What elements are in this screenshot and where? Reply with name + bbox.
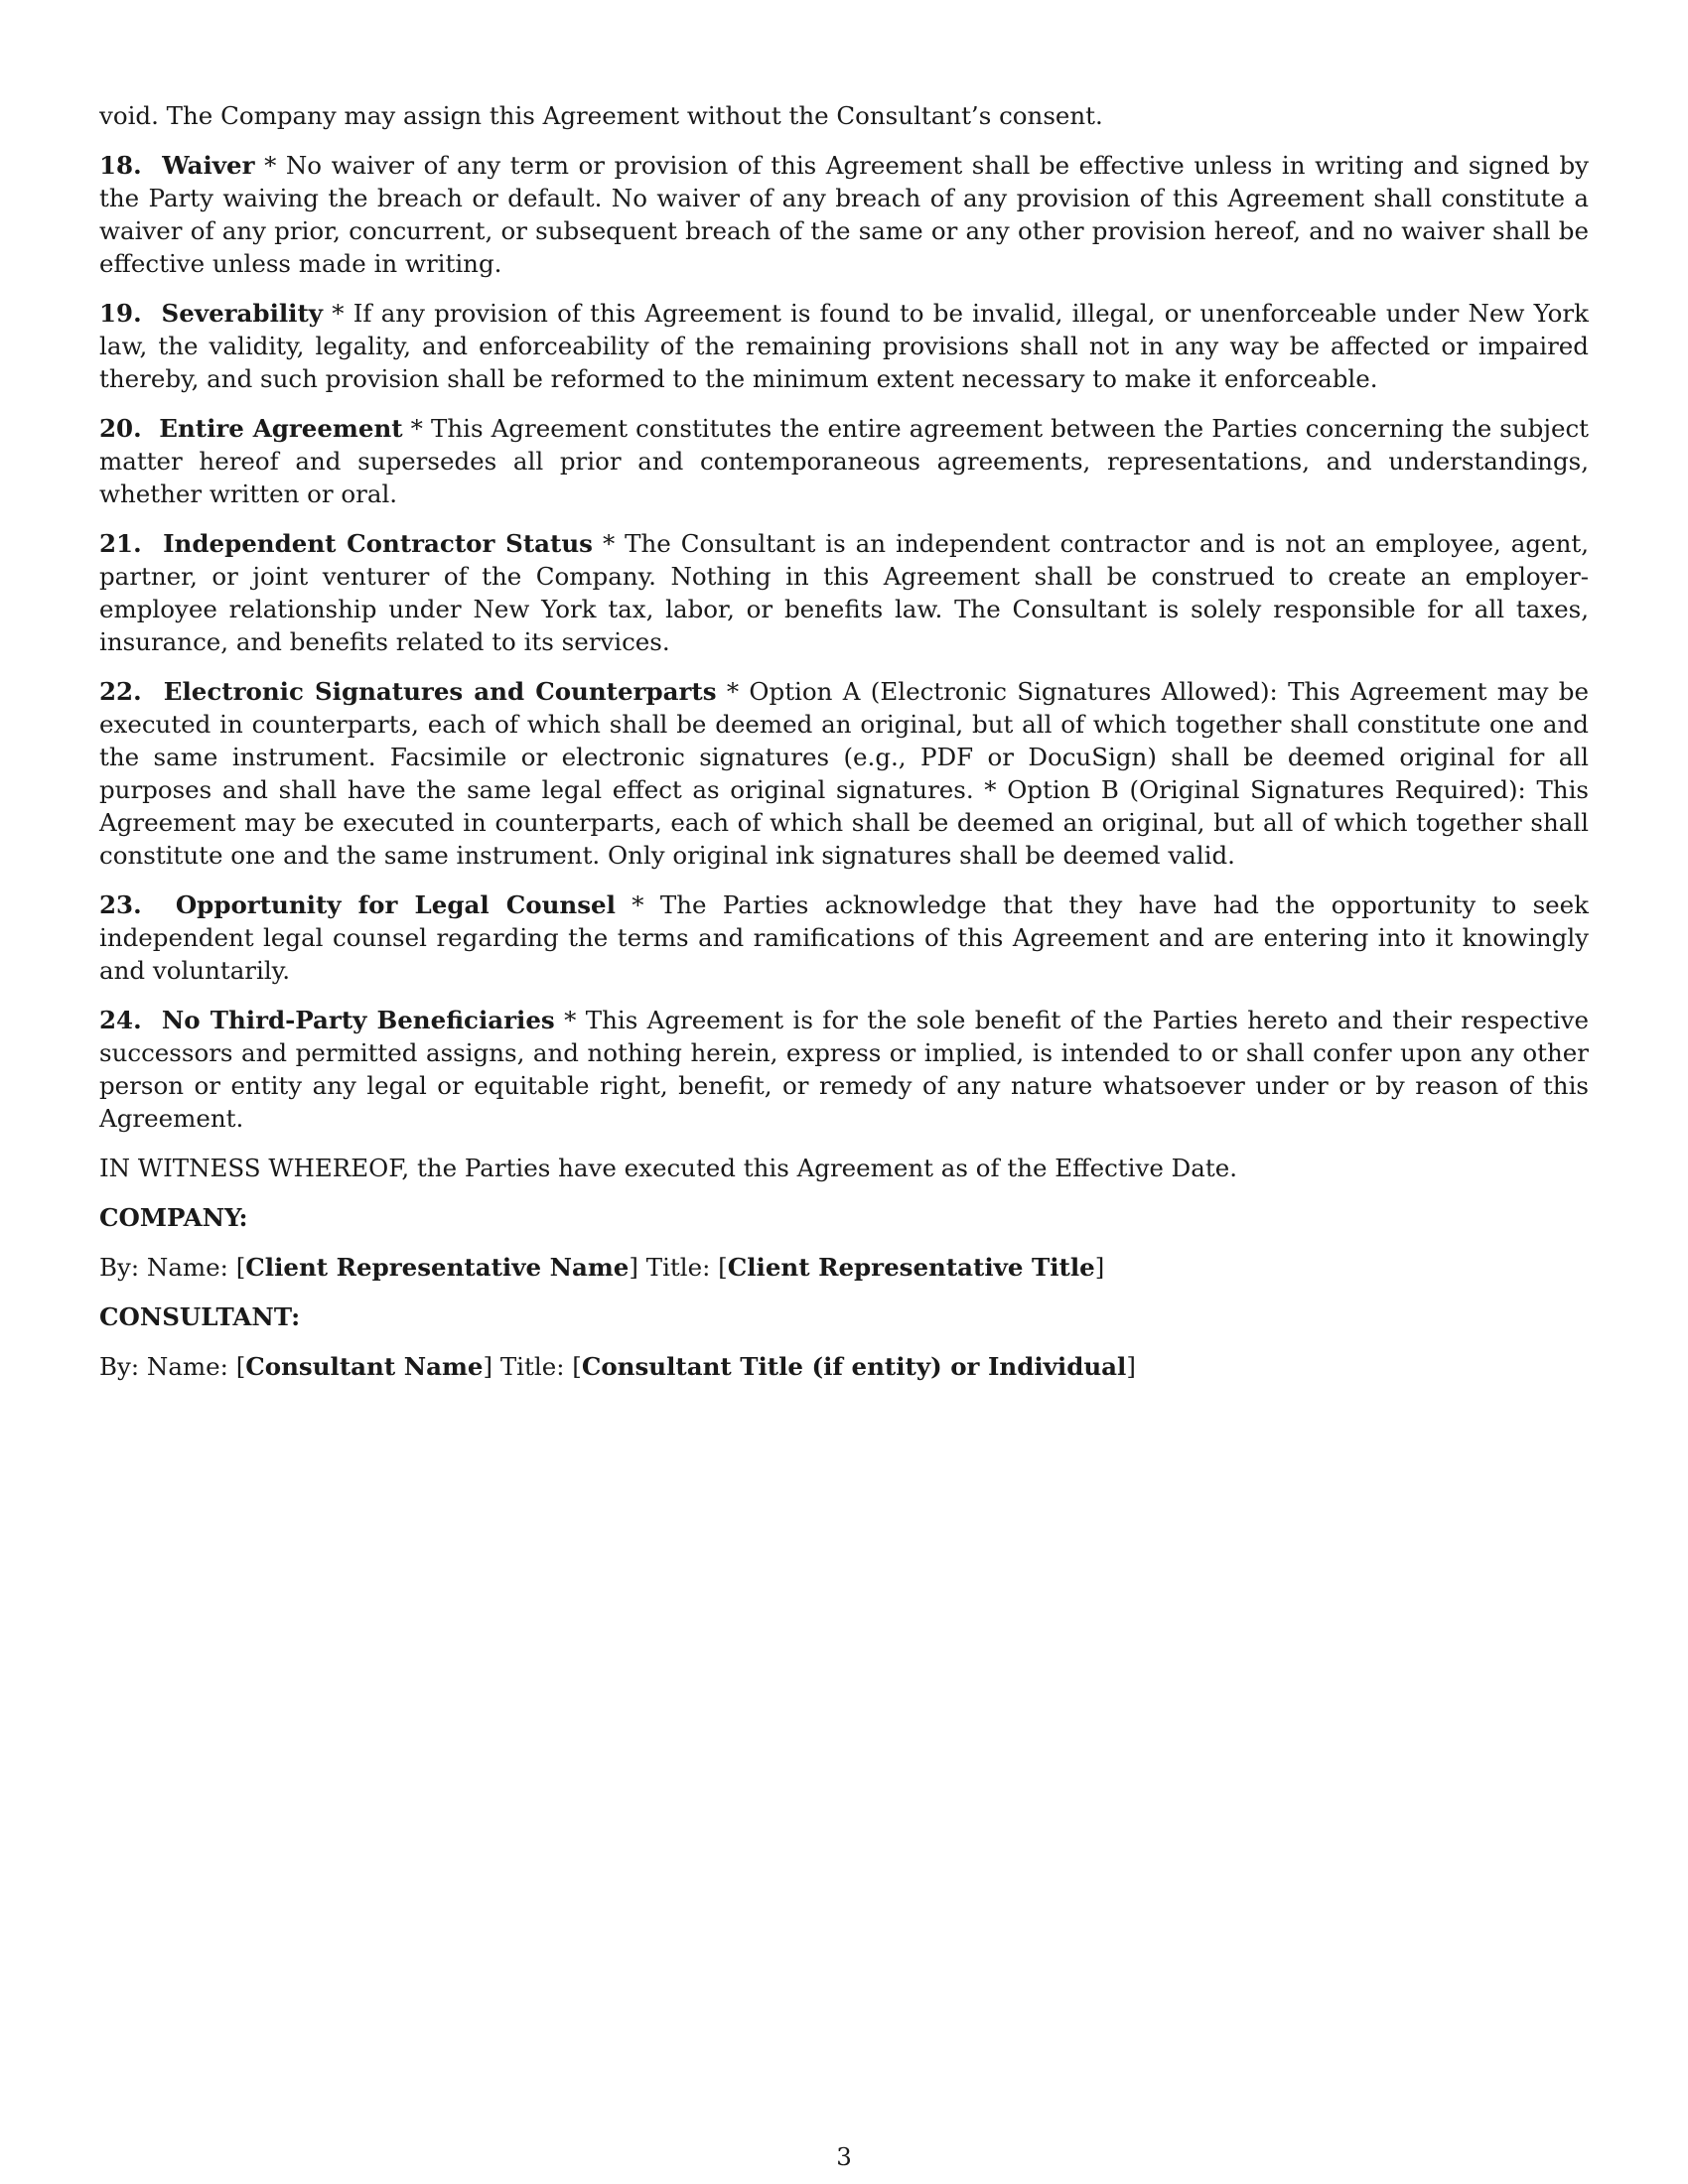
company-signature-line: By: Name: [Client Representative Name] Title: [Client Representative Title] xyxy=(99,1253,1105,1282)
section-20-entire-agreement xyxy=(99,412,1589,510)
section-heading: 24. No Third-Party Beneficiaries xyxy=(99,1006,555,1034)
section-19-severability xyxy=(99,297,1589,395)
section-23-legal-counsel xyxy=(99,888,1589,987)
section-heading: 19. Severability xyxy=(99,299,324,328)
title-label: Title: xyxy=(499,1352,565,1381)
section-21-independent-contractor xyxy=(99,527,1589,658)
section-24-third-party xyxy=(99,1004,1589,1135)
section-text: * The Consultant is an independent contractor and is not an employee, agent, partner, or joint venturer of the Company. Nothing in this Agreement shall be construed to create an employer-employee relationship under New York tax, labor, or benefits law. The Consultant is solely responsible for all taxes, insurance, and benefits related to its services. xyxy=(99,529,1589,656)
section-heading: 20. Entire Agreement xyxy=(99,414,403,443)
title-label: Title: xyxy=(645,1253,711,1282)
consultant-heading: CONSULTANT: xyxy=(99,1302,301,1331)
continuation-paragraph: void. The Company may assign this Agreement without the Consultant’s consent. xyxy=(99,101,1103,130)
by-name-label: By: Name: xyxy=(99,1352,228,1381)
section-text: * If any provision of this Agreement is found to be invalid, illegal, or unenforceable under New York law, the validity, legality, and enforceability of the remaining provisions shall not in any way be affected or impaired thereby, and such provision shall be reformed to the minimum extent necessary to make it enforceable. xyxy=(99,299,1589,393)
consultant-name-placeholder: Consultant Name xyxy=(245,1352,484,1381)
by-name-label: By: Name: xyxy=(99,1253,228,1282)
section-text: * This Agreement is for the sole benefit of the Parties hereto and their respective successors and permitted assigns, and nothing herein, express or implied, is intended to or shall confer upon any other person or entity any legal or equitable right, benefit, or remedy of any nature whatsoever under or by reason of this Agreement. xyxy=(99,1006,1589,1133)
page-number: 3 xyxy=(836,2142,852,2171)
company-name-placeholder: Client Representative Name xyxy=(245,1253,630,1282)
section-text: * No waiver of any term or provision of this Agreement shall be effective unless in writing and signed by the Party waiving the breach or default. No waiver of any breach of any provision of this Agreement shall constitute a waiver of any prior, concurrent, or subsequent breach of the same or any other provision hereof, and no waiver shall be effective unless made in writing. xyxy=(99,151,1589,278)
section-heading: 22. Electronic Signatures and Counterparts xyxy=(99,677,717,706)
section-18-waiver xyxy=(99,149,1589,280)
document-body xyxy=(99,99,1589,1400)
consultant-signature-line: By: Name: [Consultant Name] Title: [Consultant Title (if entity) or Individual] xyxy=(99,1352,1136,1381)
section-text: * This Agreement constitutes the entire agreement between the Parties concerning the subject matter hereof and supersedes all prior and contemporaneous agreements, representations, and understandings, whether written or oral. xyxy=(99,414,1590,508)
section-22-electronic-signatures xyxy=(99,675,1589,872)
section-heading: 21. Independent Contractor Status xyxy=(99,529,593,558)
company-heading: COMPANY: xyxy=(99,1203,248,1232)
company-title-placeholder: Client Representative Title xyxy=(727,1253,1095,1282)
consultant-title-placeholder: Consultant Title (if entity) or Individual xyxy=(581,1352,1127,1381)
section-text: * The Parties acknowledge that they have had the opportunity to seek independent legal counsel regarding the terms and ramifications of this Agreement and are entering into it knowingly and voluntarily. xyxy=(99,890,1589,985)
section-heading: 23. Opportunity for Legal Counsel xyxy=(99,890,616,919)
section-heading: 18. Waiver xyxy=(99,151,255,180)
section-text: * Option A (Electronic Signatures Allowed): This Agreement may be executed in counterparts, each of which shall be deemed an original, but all of which together shall constitute one and the same instrument. Facsimile or electronic signatures (e.g., PDF or DocuSign) shall be deemed original for all purposes and shall have the same legal effect as original signatures. * Option B (Original Signatures Required): This Agreement may be executed in counterparts, each of which shall be deemed an original, but all of which together shall constitute one and the same instrument. Only original ink signatures shall be deemed valid. xyxy=(99,677,1589,870)
witness-statement: IN WITNESS WHEREOF, the Parties have executed this Agreement as of the Effective Date. xyxy=(99,1154,1237,1182)
